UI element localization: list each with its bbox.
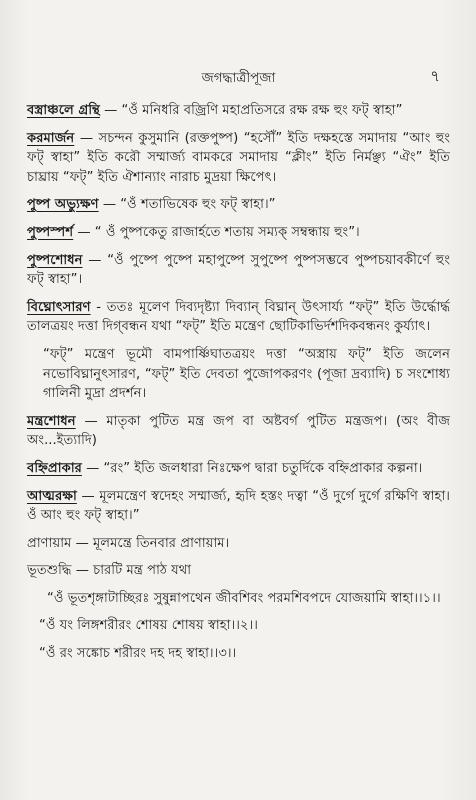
term-heading: পুষ্প অভ্যুক্ষণ xyxy=(27,197,99,213)
mantra-line-1: “ওঁ ভূতশৃঙ্গাটাচ্ছিরঃ সুষুন্নাপথেন জীবশিবং পরমশিবপদে যোজয়ামি স্বাহা।।১।। xyxy=(47,590,441,606)
page-header xyxy=(27,66,450,88)
term-heading: আত্মরক্ষা xyxy=(27,488,77,504)
paragraph-text: - ততঃ মূলেণ দিব্যদৃষ্ট্যা দিব্যান্ বিঘ্নান্ উৎসার্য্য “ফট্” ইতি উর্দ্ধোর্দ্ধ তালত্রয়ং দত্তা দিগ্‌বন্ধন যথা “ফট্” ইতি মন্ত্রেণ ছোটিকাভির্দশদিকবন্ধনং কুর্য্যাৎ। xyxy=(27,299,450,335)
paragraph-text: — সচন্দন কুসুমানি (রক্তপুষ্প) “হসৌঁ” ইতি দক্ষহস্তে সমাদায় “আং হুং ফট্ স্বাহা” ইতি করৌ সম্মার্জ্য বামকরে সমাদায় “ক্লীং” ইতি নির্মঞ্ছ্য “ঐং” ইতি চাঘ্রায় “ফট্” ইতি ঐশান্যাং নারাচ মুদ্রয়া ক্ষিপেৎ। xyxy=(27,130,450,185)
term-heading: পুষ্পস্পর্শ xyxy=(27,224,74,240)
paragraph-text: — মূলমন্ত্রেণ স্বদেহং সম্মার্জ্য, হৃদি হস্তং দত্বা “ওঁ দুর্গে দুর্গে রক্ষিণি স্বাহা। ওঁ আং হুং ফট্ স্বাহা।” xyxy=(27,488,450,524)
term-heading: ভূতশুদ্ধি xyxy=(27,563,72,579)
mantra-line-2: “ওঁ যং লিঙ্গশরীরং শোষয় শোষয় স্বাহা।।২।। xyxy=(39,618,258,634)
paragraph-text: — “রং” ইতি জলধারা নিঃক্ষেপ দ্বারা চতুর্দিকে বহ্নিপ্রাকার কল্পনা। xyxy=(81,460,423,476)
mantra-line-3: “ওঁ রং সঙ্কোচ শরীরং দহ দহ স্বাহা।।৩।। xyxy=(39,646,237,662)
page-number: ৭ xyxy=(430,67,440,85)
paragraph-pushpa-sparsha xyxy=(27,223,450,243)
term-heading: বিঘ্নোৎসারণ xyxy=(27,299,91,315)
paragraph-pushpa-shodhan xyxy=(27,251,450,290)
term-heading: প্রাণায়াম xyxy=(27,535,72,551)
paragraph-pushpa-abhyukshan xyxy=(27,195,450,215)
paragraph-text: “ফট্” মন্ত্রেণ ভূমৌ বামপার্ষ্ণিঘাতত্রয়ং দত্তা “অস্ত্রায় ফট্” ইতি জলেন নভোবিঘ্নানুৎসারণ, “ফট্” ইতি দেবতা পুজোপকরণং (পূজা দ্রব্যাদি) চ সংশোধ্য গালিনী মুদ্রা প্রদর্শন। xyxy=(43,346,450,402)
paragraph-vahni-prakar xyxy=(27,459,450,479)
paragraph-karamarjan xyxy=(27,129,450,188)
paragraph-text: — “ ওঁ পুষ্পকেতু রাজার্হতে শতায় সম্যক্ সম্বন্ধায় হুং”। xyxy=(73,224,360,240)
paragraph-phat-mantra xyxy=(27,345,450,404)
paragraph-pranayam xyxy=(27,534,450,554)
paragraph-text: — মূলমন্ত্রে তিনবার প্রাণায়াম। xyxy=(71,535,230,551)
paragraph-text: — “ওঁ পুষ্পে পুষ্পে মহাপুষ্পে সুপুষ্পে পুষ্পসম্ভবে পুষ্পচয়াবকীর্ণে হুং ফট্ স্বাহা”। xyxy=(27,252,450,288)
running-title: জগদ্ধাত্রীপূজা xyxy=(201,70,276,86)
term-heading: মন্ত্রশোধন xyxy=(27,413,76,429)
term-heading: পুষ্পশোধন xyxy=(27,252,83,268)
term-heading: করমার্জন xyxy=(27,130,75,146)
paragraph-atmaraksha xyxy=(27,487,450,526)
paragraph-vighnotsaran xyxy=(27,298,450,337)
paragraph-mantra-shodhan xyxy=(27,412,450,451)
term-heading: বহ্নিপ্রাকার xyxy=(27,460,82,476)
paragraph-text: — “ওঁ মনিধরি বজ্রিণি মহাপ্রতিসরে রক্ষ রক্ষ হুং ফট্ স্বাহা” xyxy=(99,103,403,118)
paragraph-bhutashuddhi xyxy=(27,561,450,581)
paragraph-text: — “ওঁ শতাভিষেক হুং ফট্ স্বাহা।” xyxy=(98,197,276,213)
term-heading: বস্ত্রাঞ্চলে গ্রন্থি xyxy=(27,103,100,118)
paragraph-text: — চারটি মন্ত্র পাঠ যথা xyxy=(71,563,192,579)
paragraph-vastranchale-granthi xyxy=(27,101,450,121)
paragraph-text: — মাতৃকা পুটিত মন্ত্র জপ বা অষ্টবর্গ পুটিত মন্ত্রজপ। (অং বীজ অং...ইত্যাদি) xyxy=(27,413,450,449)
